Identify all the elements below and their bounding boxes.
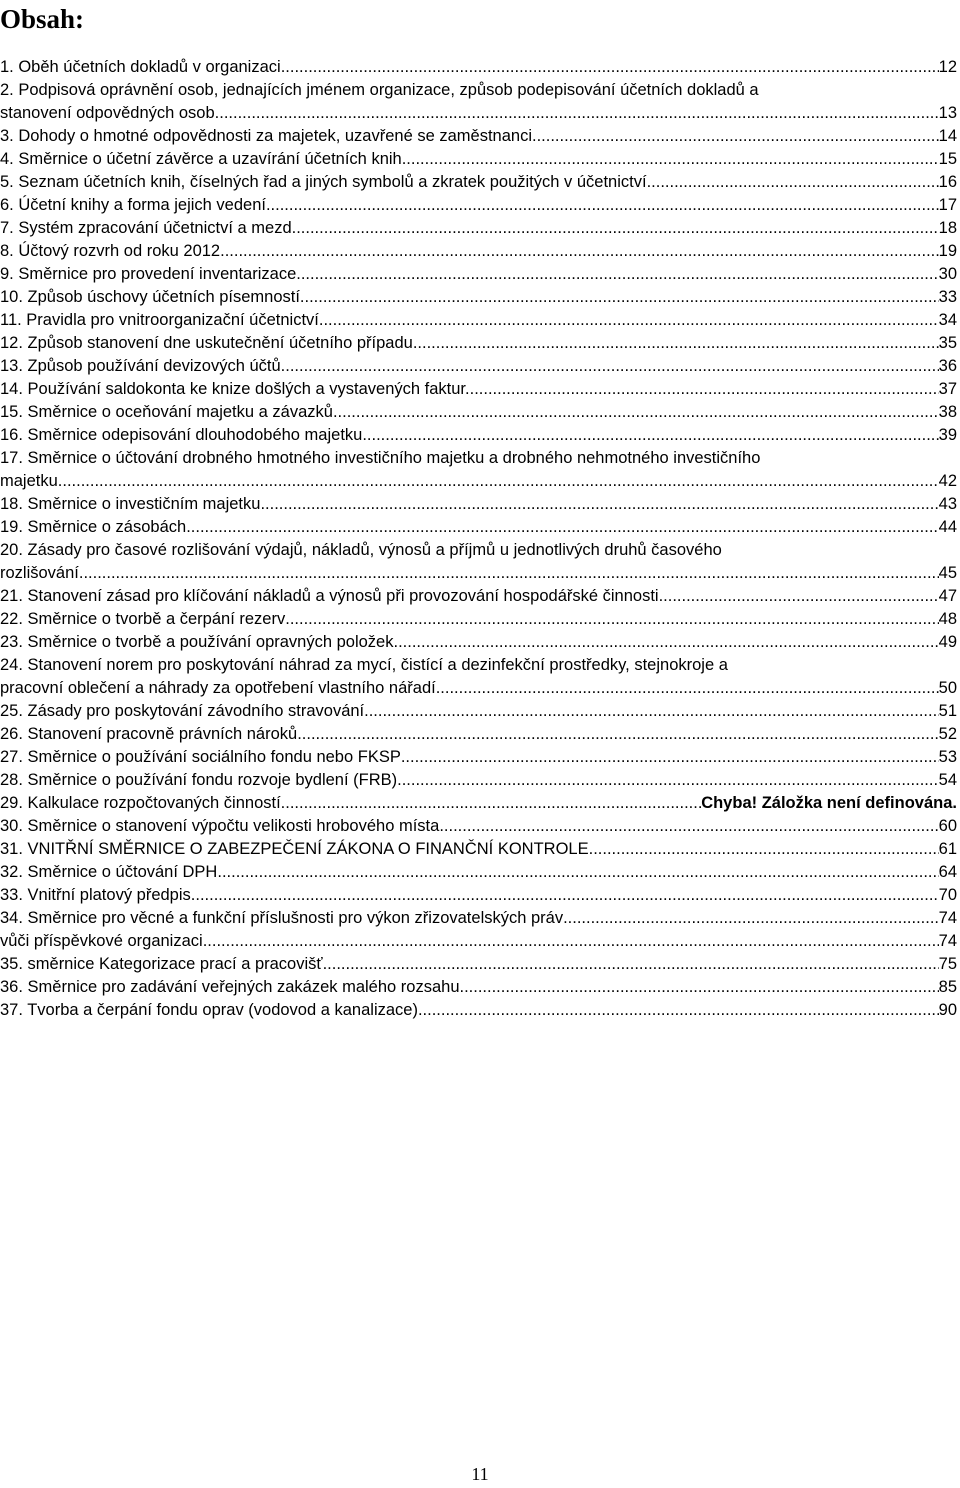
toc-entry-text: 12. Způsob stanovení dne uskutečnění účetního případu [0, 334, 413, 352]
toc-line [0, 539, 957, 562]
toc-entry-text: 30. Směrnice o stanovení výpočtu velikosti hrobového místa [0, 817, 440, 835]
leader-dots [215, 102, 939, 125]
toc-entry[interactable] [0, 355, 957, 378]
toc-line [0, 585, 957, 608]
toc-entry-text: 22. Směrnice o tvorbě a čerpání rezerv [0, 610, 286, 628]
leader-dots [413, 332, 939, 355]
toc-page-number: 18 [938, 219, 957, 237]
leader-dots [659, 585, 939, 608]
leader-dots [217, 861, 938, 884]
leader-dots [402, 148, 939, 171]
leader-dots [285, 608, 938, 631]
toc-entry[interactable] [0, 194, 957, 217]
toc-line [0, 194, 957, 217]
toc-line [0, 217, 957, 240]
toc-page-number: 16 [938, 173, 957, 191]
toc-line [0, 953, 957, 976]
leader-dots [260, 493, 938, 516]
toc-line [0, 700, 957, 723]
toc-entry[interactable] [0, 240, 957, 263]
toc-line [0, 102, 957, 125]
toc-entry[interactable] [0, 700, 957, 723]
toc-entry[interactable] [0, 378, 957, 401]
toc-line [0, 263, 957, 286]
toc-line [0, 447, 957, 470]
leader-dots [470, 378, 939, 401]
toc-page-number: 54 [938, 771, 957, 789]
toc-page-number: 90 [938, 1001, 957, 1019]
toc-page-number: 70 [938, 886, 957, 904]
toc-page-number: 74 [938, 909, 957, 927]
toc-line [0, 838, 957, 861]
toc-page-number: 42 [938, 472, 957, 490]
toc-entry[interactable] [0, 171, 957, 194]
toc-entry[interactable] [0, 792, 957, 815]
toc-entry-text: 28. Směrnice o používání fondu rozvoje bydlení (FRB) [0, 771, 398, 789]
toc-line [0, 470, 957, 493]
toc-line [0, 723, 957, 746]
toc-entry[interactable] [0, 79, 957, 125]
toc-entry-text: rozlišování [0, 564, 79, 582]
toc-entry-text: 31. VNITŘNÍ SMĚRNICE O ZABEZPEČENÍ ZÁKONA O FINANČNÍ KONTROLE [0, 840, 589, 858]
toc-entry[interactable] [0, 608, 957, 631]
toc-entry-text: 26. Stanovení pracovně právních nároků [0, 725, 298, 743]
toc-line [0, 677, 957, 700]
leader-dots [191, 884, 939, 907]
toc-entry[interactable] [0, 838, 957, 861]
toc-page-number: 12 [938, 58, 957, 76]
toc-entry[interactable] [0, 148, 957, 171]
toc-line [0, 171, 957, 194]
toc-page-number: 64 [938, 863, 957, 881]
leader-dots [393, 631, 938, 654]
toc-line [0, 424, 957, 447]
toc-line [0, 56, 957, 79]
toc-entry-text: 14. Používání saldokonta ke knize došlých a vystavených faktur. [0, 380, 470, 398]
toc-page-number: 45 [938, 564, 957, 582]
toc-entry[interactable] [0, 56, 957, 79]
toc-entry-text: 11. Pravidla pro vnitroorganizační účetnictví [0, 311, 319, 329]
leader-dots [266, 194, 939, 217]
toc-entry-text: 33. Vnitřní platový předpis [0, 886, 191, 904]
toc-entry[interactable] [0, 884, 957, 907]
leader-dots [439, 815, 938, 838]
toc-line [0, 608, 957, 631]
toc-entry[interactable] [0, 332, 957, 355]
toc-entry-text: 35. směrnice Kategorizace prací a pracovišť [0, 955, 323, 973]
toc-entry-text: 1. Oběh účetních dokladů v organizaci [0, 58, 281, 76]
leader-dots [319, 309, 939, 332]
toc-page-number: 85 [938, 978, 957, 996]
toc-entry-text: 9. Směrnice pro provedení inventarizace [0, 265, 297, 283]
toc-page-number: 30 [938, 265, 957, 283]
leader-dots [589, 838, 939, 861]
leader-dots [292, 217, 939, 240]
leader-dots [418, 999, 939, 1022]
toc-line [0, 792, 957, 815]
toc-page-number: 52 [938, 725, 957, 743]
toc-page-number: 60 [938, 817, 957, 835]
toc-entry-text: 21. Stanovení zásad pro klíčování nákladů a výnosů při provozování hospodářské činnosti [0, 587, 659, 605]
leader-dots [460, 976, 939, 999]
toc-line [0, 976, 957, 999]
toc-page-number: 43 [938, 495, 957, 513]
toc-entry-text: 4. Směrnice o účetní závěrce a uzavírání účetních knih [0, 150, 402, 168]
toc-entry-text: 25. Zásady pro poskytování závodního stravování [0, 702, 365, 720]
toc-page-number: 33 [938, 288, 957, 306]
leader-dots [362, 424, 938, 447]
leader-dots [364, 700, 939, 723]
toc-page-number: 53 [938, 748, 957, 766]
leader-dots [333, 401, 939, 424]
toc-entry-text: 36. Směrnice pro zadávání veřejných zakázek malého rozsahu [0, 978, 460, 996]
leader-dots [297, 723, 938, 746]
toc-entry-text: 24. Stanovení norem pro poskytování náhrad za mycí, čistící a dezinfekční prostředky, stejnokroje a [0, 656, 728, 674]
leader-dots [186, 516, 938, 539]
toc-line [0, 930, 957, 953]
toc-entry-text: majetku [0, 472, 58, 490]
toc-line [0, 79, 957, 102]
toc-entry[interactable] [0, 746, 957, 769]
toc-heading: Obsah: [0, 4, 85, 34]
toc-page-number: 35 [938, 334, 957, 352]
table-of-contents [0, 56, 960, 1022]
toc-error-text: Chyba! Záložka není definována. [701, 794, 957, 812]
leader-dots [296, 263, 938, 286]
toc-entry-text: 34. Směrnice pro věcné a funkční příslušnosti pro výkon zřizovatelských práv [0, 909, 564, 927]
toc-entry[interactable] [0, 493, 957, 516]
toc-entry-text: 6. Účetní knihy a forma jejich vedení [0, 196, 266, 214]
toc-line [0, 309, 957, 332]
toc-entry-text: 16. Směrnice odepisování dlouhodobého majetku [0, 426, 363, 444]
toc-line [0, 884, 957, 907]
leader-dots [281, 792, 702, 815]
toc-line [0, 815, 957, 838]
toc-page-number: 37 [938, 380, 957, 398]
toc-entry-text: 5. Seznam účetních knih, číselných řad a jiných symbolů a zkratek použitých v účetnictví [0, 173, 647, 191]
toc-page-number: 36 [938, 357, 957, 375]
toc-entry-text: 29. Kalkulace rozpočtovaných činností [0, 794, 281, 812]
leader-dots [436, 677, 939, 700]
toc-entry[interactable] [0, 309, 957, 332]
toc-page-number: 13 [938, 104, 957, 122]
toc-entry[interactable] [0, 999, 957, 1022]
leader-dots [220, 240, 939, 263]
leader-dots [563, 907, 939, 930]
toc-line [0, 240, 957, 263]
leader-dots [58, 470, 939, 493]
leader-dots [532, 125, 939, 148]
toc-line [0, 516, 957, 539]
toc-line [0, 562, 957, 585]
toc-entry[interactable] [0, 286, 957, 309]
toc-line [0, 125, 957, 148]
toc-entry[interactable] [0, 401, 957, 424]
leader-dots [647, 171, 939, 194]
page-number: 11 [471, 1464, 489, 1484]
toc-page-number: 47 [938, 587, 957, 605]
toc-line [0, 654, 957, 677]
toc-line [0, 907, 957, 930]
toc-entry-text: 2. Podpisová oprávnění osob, jednajících jménem organizace, způsob podepisování účetních dokladů a [0, 81, 759, 99]
toc-entry-text: 20. Zásady pro časové rozlišování výdajů, nákladů, výnosů a příjmů u jednotlivých druhů časového [0, 541, 722, 559]
toc-entry[interactable] [0, 631, 957, 654]
toc-entry-text: pracovní oblečení a náhrady za opotřebení vlastního nářadí [0, 679, 436, 697]
toc-entry-text: 37. Tvorba a čerpání fondu oprav (vodovod a kanalizace) [0, 1001, 418, 1019]
toc-line [0, 631, 957, 654]
toc-line [0, 286, 957, 309]
leader-dots [300, 286, 939, 309]
toc-line [0, 746, 957, 769]
toc-line [0, 999, 957, 1022]
toc-line [0, 148, 957, 171]
toc-entry[interactable] [0, 447, 957, 493]
toc-entry[interactable] [0, 217, 957, 240]
toc-page-number: 74 [938, 932, 957, 950]
toc-entry-text: 7. Systém zpracování účetnictví a mezd [0, 219, 292, 237]
toc-entry[interactable] [0, 861, 957, 884]
leader-dots [281, 56, 939, 79]
toc-page-number: 61 [938, 840, 957, 858]
toc-entry-text: stanovení odpovědných osob [0, 104, 215, 122]
toc-entry-text: 23. Směrnice o tvorbě a používání opravných položek [0, 633, 394, 651]
toc-entry[interactable] [0, 953, 957, 976]
toc-entry[interactable] [0, 125, 957, 148]
leader-dots [281, 355, 939, 378]
toc-entry-text: 27. Směrnice o používání sociálního fondu nebo FKSP [0, 748, 401, 766]
toc-entry-text: 15. Směrnice o oceňování majetku a závazků [0, 403, 333, 421]
toc-entry-text: 10. Způsob úschovy účetních písemností [0, 288, 300, 306]
toc-entry-text: 32. Směrnice o účtování DPH [0, 863, 218, 881]
toc-entry-text: 18. Směrnice o investičním majetku [0, 495, 261, 513]
toc-entry-text: vůči příspěvkové organizaci [0, 932, 203, 950]
toc-page-number: 75 [938, 955, 957, 973]
toc-entry[interactable] [0, 424, 957, 447]
leader-dots [203, 930, 939, 953]
toc-page-number: 15 [938, 150, 957, 168]
toc-line [0, 332, 957, 355]
toc-entry[interactable] [0, 516, 957, 539]
toc-entry[interactable] [0, 976, 957, 999]
toc-page-number: 48 [938, 610, 957, 628]
toc-page-number: 14 [938, 127, 957, 145]
toc-entry-text: 17. Směrnice o účtování drobného hmotného investičního majetku a drobného nehmotného investičního [0, 449, 761, 467]
toc-page-number: 51 [938, 702, 957, 720]
toc-line [0, 378, 957, 401]
toc-entry[interactable] [0, 907, 957, 953]
toc-entry-text: 8. Účtový rozvrh od roku 2012 [0, 242, 221, 260]
toc-entry[interactable] [0, 585, 957, 608]
toc-page-number: 34 [938, 311, 957, 329]
toc-entry[interactable] [0, 723, 957, 746]
toc-entry-text: 3. Dohody o hmotné odpovědnosti za majetek, uzavřené se zaměstnanci [0, 127, 532, 145]
toc-line [0, 355, 957, 378]
toc-entry[interactable] [0, 539, 957, 585]
toc-page-number: 39 [938, 426, 957, 444]
toc-line [0, 861, 957, 884]
leader-dots [401, 746, 939, 769]
toc-entry[interactable] [0, 815, 957, 838]
leader-dots [397, 769, 939, 792]
toc-entry[interactable] [0, 263, 957, 286]
toc-page-number: 17 [938, 196, 957, 214]
toc-line [0, 401, 957, 424]
toc-entry-text: 19. Směrnice o zásobách [0, 518, 187, 536]
toc-entry-text: 13. Způsob používání devizových účtů [0, 357, 281, 375]
toc-page-number: 50 [938, 679, 957, 697]
toc-entry[interactable] [0, 769, 957, 792]
toc-page-number: 19 [938, 242, 957, 260]
leader-dots [79, 562, 939, 585]
toc-line [0, 493, 957, 516]
toc-page-number: 49 [938, 633, 957, 651]
toc-entry[interactable] [0, 654, 957, 700]
leader-dots [323, 953, 939, 976]
toc-line [0, 769, 957, 792]
toc-page-number: 44 [938, 518, 957, 536]
toc-page-number: 38 [938, 403, 957, 421]
